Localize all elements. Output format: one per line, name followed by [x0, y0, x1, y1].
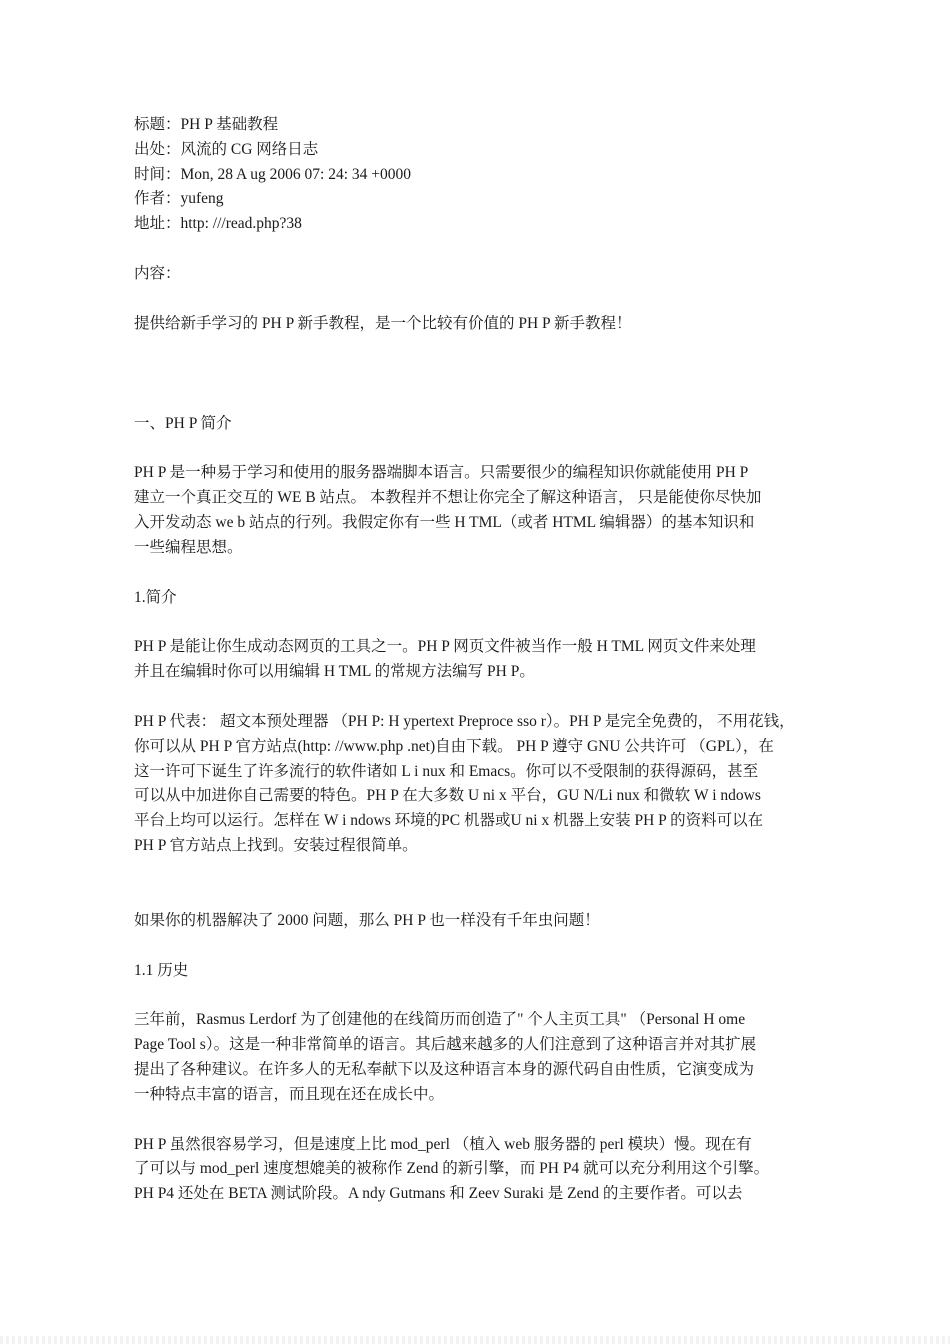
meta-author: 作者：yufeng	[134, 190, 224, 208]
paragraph-line: 你可以从 PH P 官方站点(http: //www.php .net)自由下载。 PH P 遵守 GNU 公共许可 （GPL），在	[134, 737, 774, 755]
content-label: 内容：	[134, 264, 181, 282]
section-heading-intro: 一、PH P 简介	[134, 414, 232, 432]
history-heading: 1.1 历史	[134, 961, 189, 979]
document-page	[134, 113, 904, 1232]
section1-paragraph	[134, 461, 904, 560]
paragraph-line: 建立一个真正交互的 WE B 站点。 本教程并不想让你完全了解这种语言， 只是能使你尽快加	[134, 489, 762, 507]
paragraph-line: PH P 官方站点上找到。安装过程很简单。	[134, 836, 418, 854]
paragraph-line: 三年前，Rasmus Lerdorf 为了创建他的在线简历而创造了" 个人主页工具" （Personal H ome	[134, 1011, 746, 1029]
paragraph-line: 可以从中加进你自己需要的特色。PH P 在大多数 U ni x 平台，GU N/Li nux 和微软 W i ndows	[134, 787, 761, 805]
paragraph-line: 一种特点丰富的语言，而且现在还在成长中。	[134, 1085, 445, 1103]
paragraph-line: PH P 是能让你生成动态网页的工具之一。PH P 网页文件被当作一般 H TML 网页文件来处理	[134, 638, 756, 656]
paragraph-line: PH P 是一种易于学习和使用的服务器端脚本语言。只需要很少的编程知识你就能使用 PH P	[134, 464, 749, 482]
paragraph-line: 入开发动态 we b 站点的行列。我假定你有一些 H TML（或者 HTML 编辑器）的基本知识和	[134, 513, 755, 531]
subsection-heading-intro: 1.简介	[134, 588, 177, 606]
paragraph-line: PH P4 还处在 BETA 测试阶段。A ndy Gutmans 和 Zeev Suraki 是 Zend 的主要作者。可以去	[134, 1185, 743, 1203]
paragraph-line: 提出了各种建议。在许多人的无私奉献下以及这种语言本身的源代码自由性质，它演变成为	[134, 1060, 755, 1078]
meta-time: 时间：Mon, 28 A ug 2006 07: 24: 34 +0000	[134, 165, 411, 183]
paragraph-line: Page Tool s）。这是一种非常简单的语言。其后越来越多的人们注意到了这种语言并对其扩展	[134, 1036, 757, 1054]
paragraph-line: 这一许可下诞生了许多流行的软件诸如 L i nux 和 Emacs。你可以不受限制的获得源码，甚至	[134, 762, 759, 780]
subsection1-paragraph	[134, 635, 904, 685]
meta-block	[134, 113, 904, 237]
meta-address: 地址：http: ///read.php?38	[134, 215, 302, 233]
y2k-text: 如果你的机器解决了 2000 问题，那么 PH P 也一样没有千年虫问题！	[134, 911, 600, 929]
speed-paragraph	[134, 1133, 904, 1207]
intro-text: 提供给新手学习的 PH P 新手教程，是一个比较有价值的 PH P 新手教程！	[134, 314, 632, 332]
paragraph-line: 平台上均可以运行。怎样在 W i ndows 环境的PC 机器或U ni x 机器上安装 PH P 的资料可以在	[134, 812, 764, 830]
paragraph-line: PH P 代表： 超文本预处理器 （PH P: H ypertext Preproce sso r）。PH P 是完全免费的， 不用花钱，	[134, 712, 795, 730]
paragraph-line: 了可以与 mod_perl 速度想媲美的被称作 Zend 的新引擎，而 PH P4 就可以充分利用这个引擎。	[134, 1160, 770, 1178]
meta-title: 标题：PH P 基础教程	[134, 116, 279, 133]
paragraph-line: PH P 虽然很容易学习，但是速度上比 mod_perl （植入 web 服务器的 perl 模块）慢。现在有	[134, 1135, 752, 1153]
meta-source: 出处：风流的 CG 网络日志	[134, 140, 319, 158]
paragraph-line: 并且在编辑时你可以用编辑 H TML 的常规方法编写 PH P。	[134, 663, 535, 681]
representation-paragraph	[134, 710, 904, 859]
history-paragraph	[134, 1008, 904, 1107]
page-bottom-edge	[0, 1336, 950, 1344]
paragraph-line: 一些编程思想。	[134, 538, 243, 556]
